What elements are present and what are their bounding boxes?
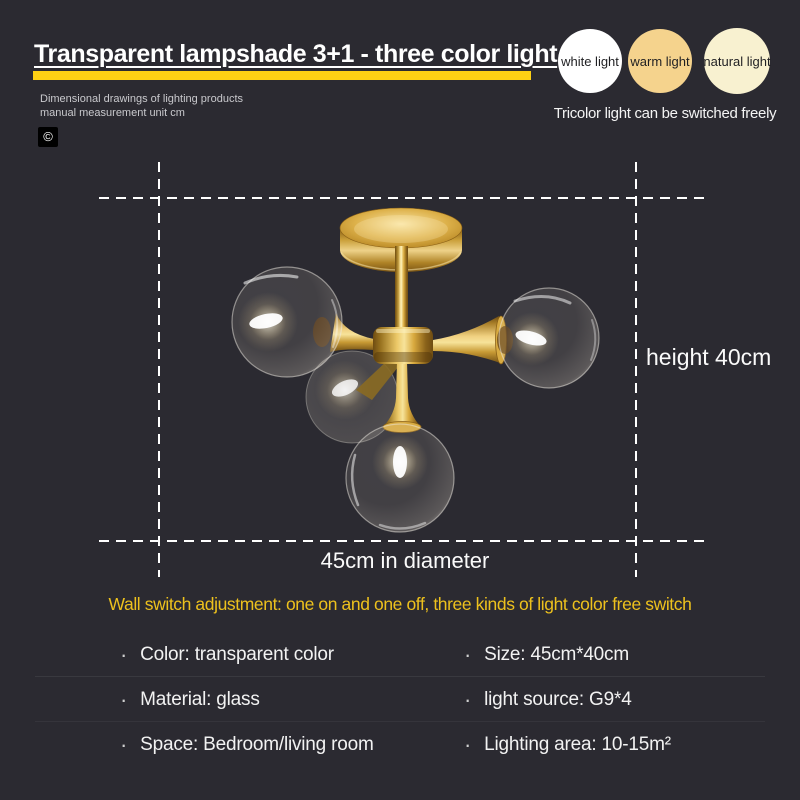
measurement-note-line1: Dimensional drawings of lighting products	[40, 93, 243, 105]
bullet-icon: ·	[120, 642, 128, 667]
spec-size-text: Size: 45cm*40cm	[484, 644, 629, 665]
white-light-swatch	[558, 29, 622, 93]
switch-adjustment-banner: Wall switch adjustment: one on and one off, three kinds of light color free switch	[108, 594, 692, 614]
page-title: Transparent lampshade 3+1 - three color light	[34, 40, 558, 68]
title-highlight-bar	[33, 71, 531, 80]
lamp-stem	[395, 246, 408, 330]
spec-material-text: Material: glass	[140, 689, 260, 710]
measurement-note-line2: manual measurement unit cm	[40, 107, 185, 119]
spec-lighting-area	[464, 732, 671, 758]
bullet-icon: ·	[464, 642, 472, 667]
spec-material	[120, 687, 260, 713]
spec-divider	[35, 721, 765, 722]
copyright-icon: ©	[38, 127, 58, 147]
tricolor-caption: Tricolor light can be switched freely	[553, 105, 777, 122]
spec-space	[120, 732, 374, 758]
lamp-hub	[373, 327, 433, 364]
white-light-label: white light	[561, 53, 619, 69]
spec-space-text: Space: Bedroom/living room	[140, 734, 374, 755]
measurement-note	[40, 92, 243, 120]
glass-globe-right	[497, 288, 599, 388]
glass-globe-bottom	[346, 424, 454, 532]
spec-light-source	[464, 687, 632, 713]
warm-light-label: warm light	[630, 53, 690, 69]
spec-color	[120, 642, 334, 668]
glass-globe-left	[232, 267, 342, 377]
bullet-icon: ·	[120, 687, 128, 712]
natural-light-label: natural light	[703, 53, 771, 69]
bullet-icon: ·	[120, 732, 128, 757]
bullet-icon: ·	[464, 732, 472, 757]
spec-color-text: Color: transparent color	[140, 644, 334, 665]
height-dimension-label: height 40cm	[646, 344, 772, 370]
bullet-icon: ·	[464, 687, 472, 712]
spec-divider	[35, 676, 765, 677]
diameter-dimension-label: 45cm in diameter	[320, 548, 490, 573]
natural-light-swatch	[704, 28, 770, 94]
spec-size	[464, 642, 629, 668]
lamp-right-arm-cone	[433, 316, 503, 364]
spec-lighting-area-text: Lighting area: 10-15m²	[484, 734, 671, 755]
warm-light-swatch	[628, 29, 692, 93]
spec-light-source-text: light source: G9*4	[484, 689, 632, 710]
